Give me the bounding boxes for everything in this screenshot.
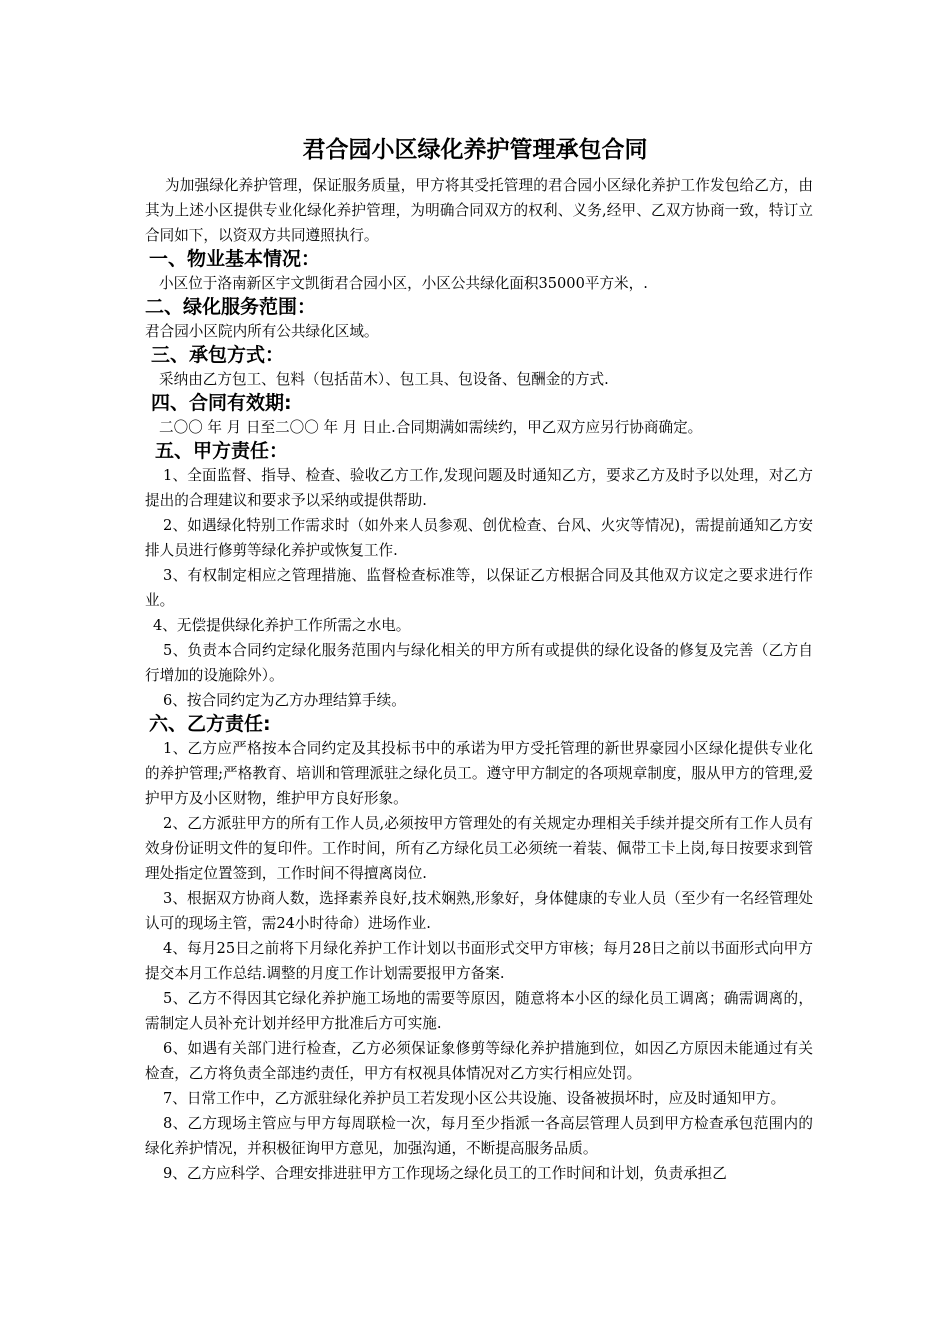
section-paragraph: 采纳由乙方包工、包料（包括苗木）、包工具、包设备、包酬金的方式.	[159, 371, 609, 388]
clause-paragraph: 2、如遇绿化特别工作需求时（如外来人员参观、创优检查、台风、火灾等情况)，需提前通知乙方安排人员进行修剪等绿化养护或恢复工作.	[145, 517, 813, 559]
section-heading-scope: 二、绿化服务范围：	[145, 296, 317, 318]
section-heading-property: 一、物业基本情况：	[149, 248, 321, 270]
clause-paragraph: 7、日常工作中，乙方派驻绿化养护员工若发现小区公共设施、设备被损坏时，应及时通知甲方。	[163, 1090, 786, 1107]
section-heading-validity: 四、合同有效期:	[151, 392, 292, 414]
clause-paragraph: 2、乙方派驻甲方的所有工作人员,必须按甲方管理处的有关规定办理相关手续并提交所有工作人员有效身份证明文件的复印件。工作时间，所有乙方绿化员工必须统一着装、佩带工卡上岗,每日按要求到管理处指定位置签到，工作时间不得擅离岗位.	[145, 815, 813, 882]
clause-paragraph: 4、每月25日之前将下月绿化养护工作计划以书面形式交甲方审核；每月28日之前以书面形式向甲方提交本月工作总结.调整的月度工作计划需要报甲方备案.	[145, 940, 813, 982]
clause-paragraph: 1、乙方应严格按本合同约定及其投标书中的承诺为甲方受托管理的新世界豪园小区绿化提供专业化的养护管理;严格教育、培训和管理派驻之绿化员工。遵守甲方制定的各项规章制度，服从甲方的管理,爱护甲方及小区财物，维护甲方良好形象。	[145, 740, 813, 807]
intro-paragraph: 为加强绿化养护管理，保证服务质量，甲方将其受托管理的君合园小区绿化养护工作发包给乙方，由其为上述小区提供专业化绿化养护管理，为明确合同双方的权利、义务,经甲、乙双方协商一致，特订立合同如下，以资双方共同遵照执行。	[145, 177, 813, 244]
clause-paragraph: 1、全面监督、指导、检查、验收乙方工作,发现问题及时通知乙方，要求乙方及时予以处理，对乙方提出的合理建议和要求予以采纳或提供帮助.	[145, 467, 813, 509]
section-heading-contract-method: 三、承包方式：	[151, 344, 285, 366]
clause-paragraph: 5、负责本合同约定绿化服务范围内与绿化相关的甲方所有或提供的绿化设备的修复及完善（乙方自行增加的设施除外）。	[145, 642, 813, 684]
section-heading-party-b: 六、乙方责任:	[149, 713, 271, 735]
document-body	[145, 173, 813, 1186]
section-paragraph: 二〇〇 年 月 日至二〇〇 年 月 日止.合同期满如需续约，甲乙双方应另行协商确定。	[159, 419, 703, 436]
section-heading-party-a: 五、甲方责任：	[155, 440, 289, 462]
clause-paragraph: 3、有权制定相应之管理措施、监督检查标准等，以保证乙方根据合同及其他双方议定之要求进行作业。	[145, 567, 813, 609]
clause-paragraph: 4、无偿提供绿化养护工作所需之水电。	[153, 617, 411, 634]
section-paragraph: 君合园小区院内所有公共绿化区域。	[145, 323, 379, 340]
section-paragraph: 小区位于洛南新区宇文凯街君合园小区，小区公共绿化面积35000平方米，.	[159, 275, 648, 292]
document-title: 君合园小区绿化养护管理承包合同	[302, 137, 648, 163]
clause-paragraph: 6、按合同约定为乙方办理结算手续。	[163, 692, 406, 709]
clause-paragraph: 6、如遇有关部门进行检查，乙方必须保证象修剪等绿化养护措施到位，如因乙方原因未能通过有关检查，乙方将负责全部违约责任，甲方有权视具体情况对乙方实行相应处罚。	[145, 1040, 813, 1082]
clause-paragraph: 8、乙方现场主管应与甲方每周联检一次，每月至少指派一各高层管理人员到甲方检查承包范围内的绿化养护情况，并积极征询甲方意见，加强沟通，不断提高服务品质。	[145, 1115, 813, 1157]
clause-paragraph: 5、乙方不得因其它绿化养护施工场地的需要等原因，随意将本小区的绿化员工调离；确需调离的，需制定人员补充计划并经甲方批准后方可实施.	[145, 990, 813, 1032]
clause-paragraph: 3、根据双方协商人数，选择素养良好,技术娴熟,形象好，身体健康的专业人员（至少有一名经管理处认可的现场主管，需24小时待命）进场作业.	[145, 890, 813, 932]
clause-paragraph: 9、乙方应科学、合理安排进驻甲方工作现场之绿化员工的工作时间和计划，负责承担乙	[163, 1165, 727, 1182]
